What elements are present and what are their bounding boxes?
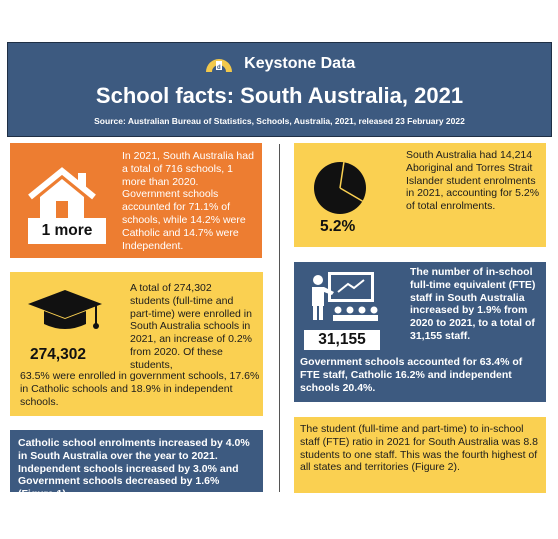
schools-stat: 1 more — [28, 218, 106, 244]
column-divider — [279, 144, 280, 492]
teacher-presentation-icon — [308, 270, 378, 326]
students-text-continued: 63.5% were enrolled in government schools, 17.6% in Catholic schools and 18.9% in independent schools. — [20, 370, 260, 408]
aboriginal-panel — [294, 143, 546, 247]
page-title: School facts: South Australia, 2021 — [95, 83, 464, 108]
schools-text: In 2021, South Australia had a total of 716 schools, 1 more than 2020. Government schools accounted for 71.1% of schools, while 14.2% were Catholic and 14.7% were Independent. — [122, 150, 254, 252]
keystone-logo-icon — [204, 55, 234, 73]
staff-panel — [294, 262, 546, 402]
svg-text:d: d — [216, 65, 221, 71]
source-note: Source: Australian Bureau of Statistics, Schools, Australia, 2021, released 23 February 2022 — [94, 116, 465, 126]
aboriginal-stat: 5.2% — [320, 218, 356, 235]
pie-chart-icon — [312, 160, 368, 216]
enrolment-change-text: Catholic school enrolments increased by 4.0% in South Australia over the year to 2021. Independent schools increased by 3.0% and Government schools decreased by 1.6% (Figure 1). — [18, 437, 250, 501]
header-banner — [7, 42, 552, 137]
brand-name: Keystone Data — [244, 55, 356, 72]
staff-text: The number of in-school full-time equivalent (FTE) staff in South Australia increased by 1.9% from 2020 to 2021, to a total of 31,155 staff. — [410, 266, 536, 342]
enrolment-change-panel — [10, 430, 263, 501]
staff-stat: 31,155 — [304, 330, 380, 350]
students-stat: 274,302 — [30, 346, 87, 363]
graduation-cap-icon — [26, 286, 104, 336]
students-text: A total of 274,302 students (full-time and part-time) were enrolled in South Australia schools in 2021, an increase of 0.2% from 2020. Of these students, — [130, 282, 253, 371]
ratio-panel — [294, 417, 546, 493]
ratio-text: The student (full-time and part-time) to in-school staff (FTE) ratio in 2021 for South Australia was 8.8 students to one staff. This was the fourth highest of all states and territories (Figure 2). — [300, 423, 538, 474]
staff-text-continued: Government schools accounted for 63.4% of FTE staff, Catholic 16.2% and independent schools 20.4%. — [300, 356, 523, 394]
brand — [8, 55, 551, 73]
aboriginal-text: South Australia had 14,214 Aboriginal and Torres Strait Islander student enrolments in 2021, accounting for 5.2% of total enrolments. — [406, 149, 540, 213]
students-panel — [10, 272, 263, 416]
schools-panel — [10, 143, 262, 258]
